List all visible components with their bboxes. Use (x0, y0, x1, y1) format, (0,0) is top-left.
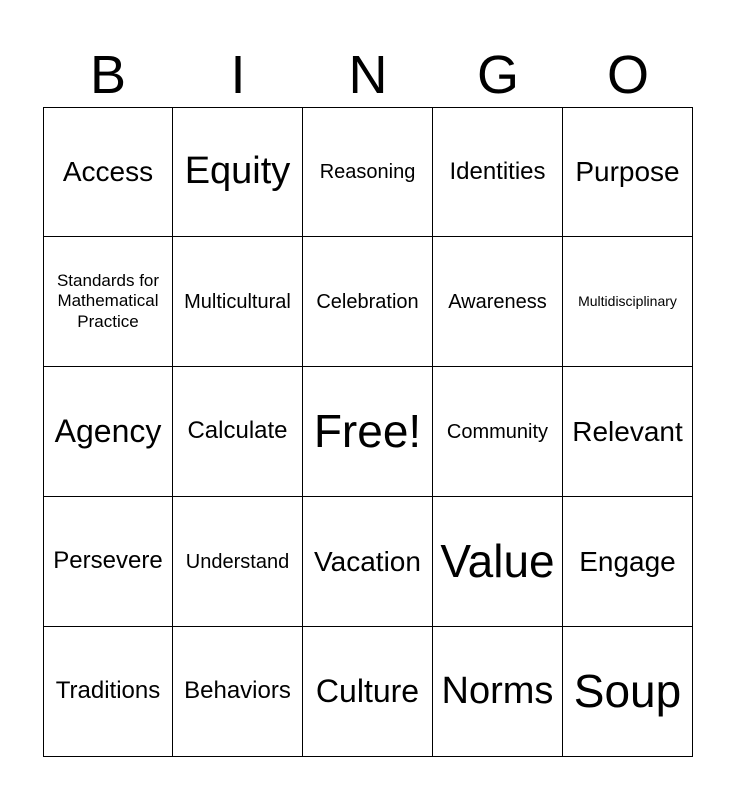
bingo-cell[interactable] (43, 497, 173, 627)
bingo-cell[interactable] (303, 497, 433, 627)
bingo-cell[interactable] (303, 107, 433, 237)
bingo-cell[interactable] (173, 627, 303, 757)
bingo-cell[interactable] (43, 367, 173, 497)
bingo-cell[interactable] (173, 237, 303, 367)
bingo-cell[interactable] (303, 237, 433, 367)
bingo-header (43, 44, 693, 106)
bingo-cell-label: Vacation (314, 545, 421, 577)
bingo-cell-free[interactable] (303, 367, 433, 497)
bingo-cell-label: Agency (54, 413, 162, 450)
bingo-letter-o: O (606, 45, 649, 105)
bingo-letter-i: I (230, 45, 246, 105)
bingo-cell-label: Purpose (575, 156, 680, 188)
bingo-letter-b: B (89, 45, 127, 105)
bingo-cell-label: Access (62, 156, 154, 188)
bingo-cell-label: Soup (573, 664, 682, 717)
bingo-cell-label: Multidisciplinary (578, 293, 677, 310)
bingo-cell[interactable] (563, 237, 693, 367)
bingo-cell-label: Culture (315, 673, 420, 710)
bingo-cell[interactable] (303, 627, 433, 757)
bingo-cell-label: Understand (185, 550, 290, 573)
bingo-cell[interactable] (433, 367, 563, 497)
bingo-cell-label: Calculate (187, 417, 288, 445)
bingo-cell[interactable] (563, 497, 693, 627)
bingo-cell-label: Free! (313, 404, 422, 457)
bingo-cell-label: Behaviors (184, 677, 291, 705)
bingo-letter-n: N (348, 45, 388, 105)
bingo-cell[interactable] (43, 627, 173, 757)
bingo-cell[interactable] (563, 107, 693, 237)
bingo-cell-label: Norms (441, 669, 554, 712)
bingo-cell[interactable] (43, 237, 173, 367)
bingo-cell-label: Community (446, 420, 549, 443)
bingo-cell[interactable] (563, 627, 693, 757)
bingo-cell-label: Value (440, 534, 555, 587)
bingo-cell[interactable] (433, 497, 563, 627)
bingo-cell-label: Persevere (53, 547, 163, 575)
bingo-cell-label: Reasoning (319, 161, 416, 183)
bingo-cell[interactable] (43, 107, 173, 237)
bingo-cell-label: Multicultural (184, 290, 291, 313)
bingo-cell[interactable] (173, 497, 303, 627)
bingo-cell[interactable] (433, 237, 563, 367)
bingo-cell-label: Engage (579, 545, 676, 577)
bingo-cell[interactable] (563, 367, 693, 497)
bingo-cell[interactable] (173, 367, 303, 497)
bingo-letter-g: G (476, 45, 519, 105)
bingo-cell-label: Standards for Mathematical Practice (56, 270, 160, 331)
bingo-cell[interactable] (433, 107, 563, 237)
bingo-cell-label: Identities (449, 157, 546, 185)
bingo-card-grid (43, 107, 693, 757)
bingo-cell-label: Equity (184, 150, 291, 193)
bingo-cell-label: Celebration (316, 290, 419, 313)
bingo-cell[interactable] (433, 627, 563, 757)
bingo-cell-label: Relevant (572, 415, 683, 447)
bingo-cell-label: Awareness (448, 290, 547, 313)
bingo-cell-label: Traditions (55, 677, 161, 705)
bingo-cell[interactable] (173, 107, 303, 237)
